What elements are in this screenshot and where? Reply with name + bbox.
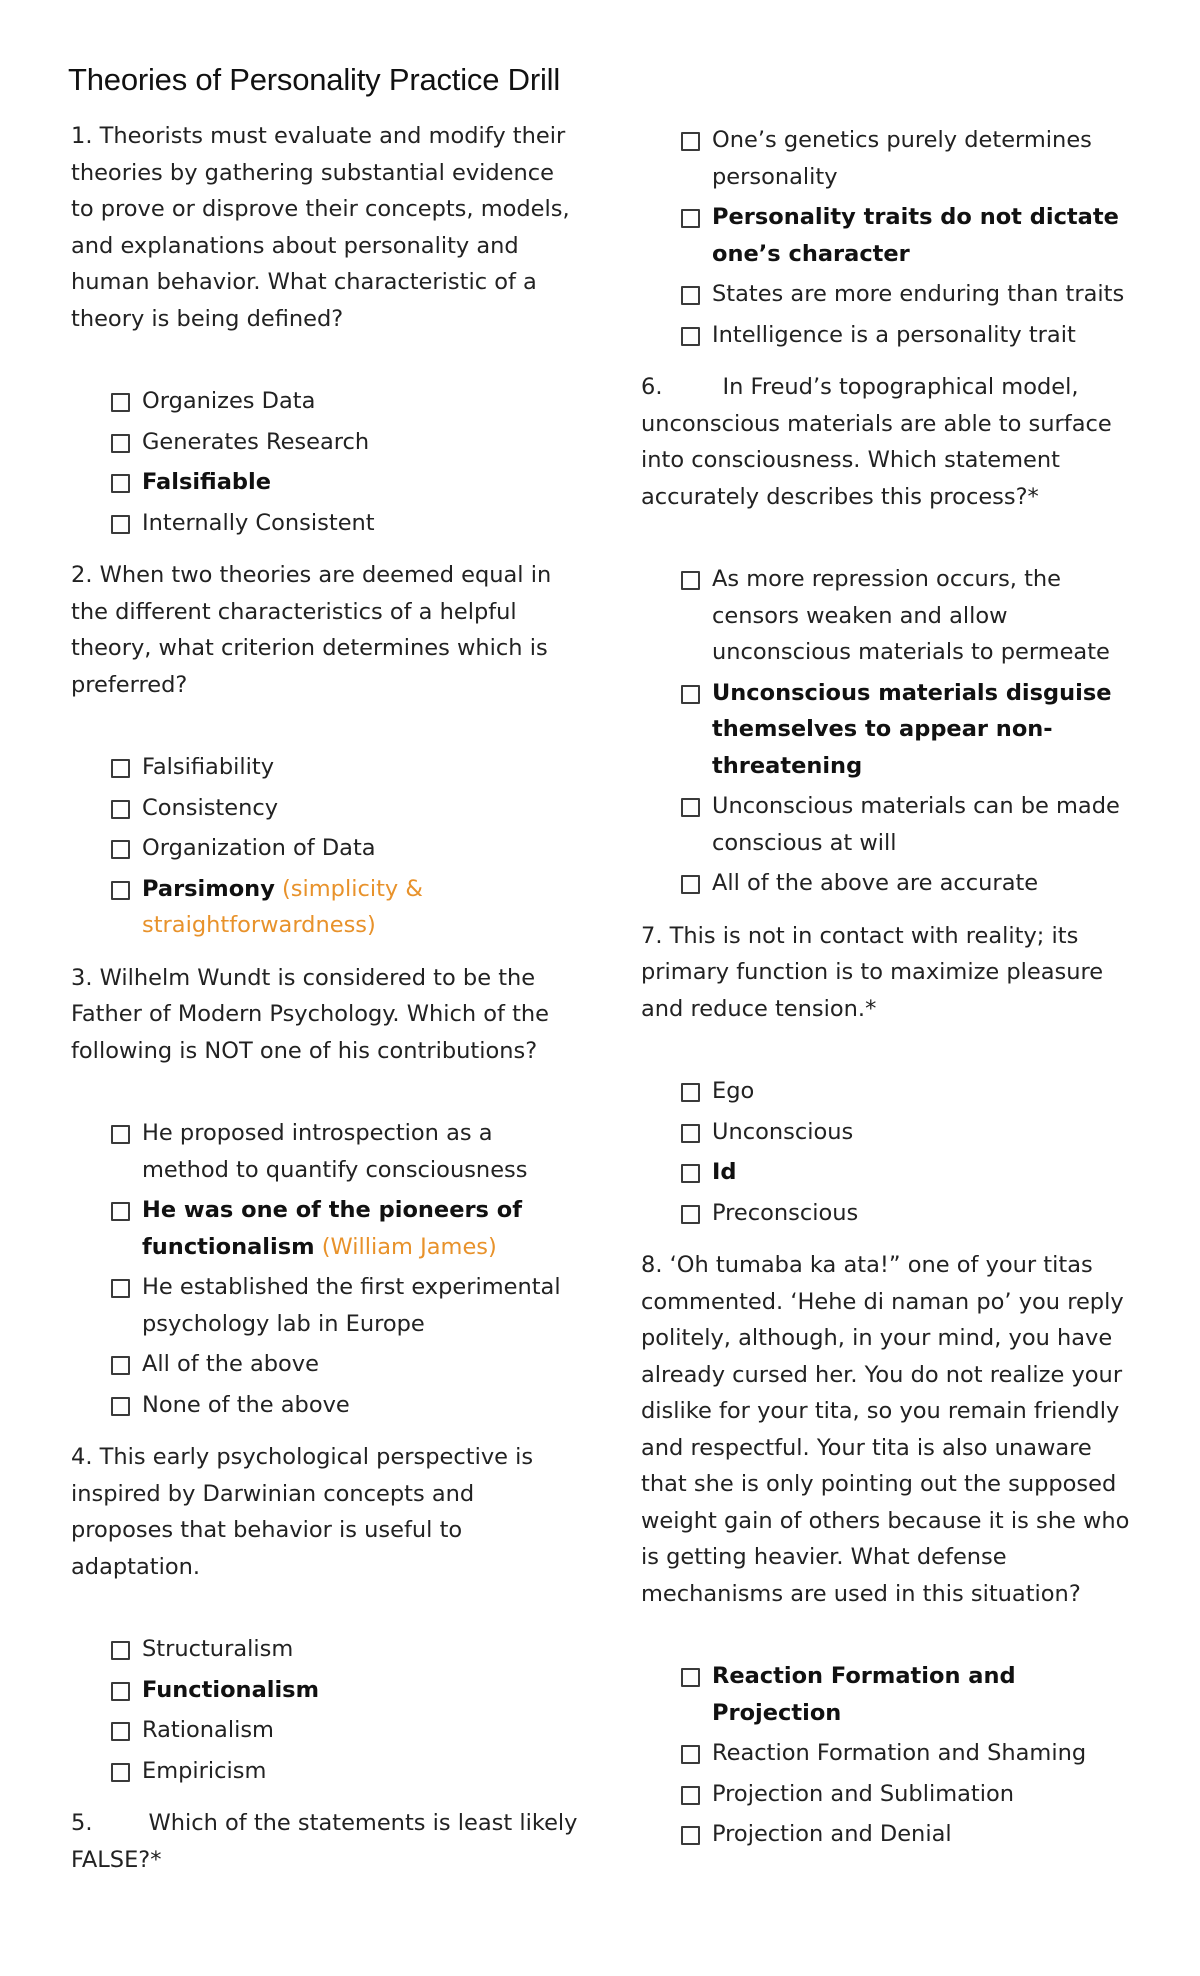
checkbox-icon[interactable] xyxy=(681,327,700,346)
question-text: In Freud’s topographical model, unconscious materials are able to surface into consciousness. Which statement accurately describes this process?* xyxy=(641,374,1112,510)
option[interactable]: Generates Research xyxy=(71,424,581,461)
checkbox-icon[interactable] xyxy=(681,798,700,817)
checkbox-icon[interactable] xyxy=(111,1641,130,1660)
page-title: Theories of Personality Practice Drill xyxy=(68,62,561,97)
option[interactable]: Ego xyxy=(641,1073,1141,1110)
question-3: 3. Wilhelm Wundt is considered to be the Father of Modern Psychology. Which of the following is NOT one of his contributions? xyxy=(71,964,550,1064)
question-2-options xyxy=(71,749,581,944)
option[interactable]: He established the first experimental psychology lab in Europe xyxy=(71,1269,581,1342)
checkbox-icon[interactable] xyxy=(111,1279,130,1298)
checkbox-icon[interactable] xyxy=(681,1745,700,1764)
checkbox-icon[interactable] xyxy=(681,875,700,894)
checkbox-icon[interactable] xyxy=(111,800,130,819)
question-8-options xyxy=(641,1658,1141,1853)
checkbox-icon[interactable] xyxy=(111,434,130,453)
option[interactable]: As more repression occurs, the censors weaken and allow unconscious materials to permeate xyxy=(641,561,1141,671)
option[interactable]: Internally Consistent xyxy=(71,505,581,542)
option-answer[interactable]: Functionalism xyxy=(71,1672,581,1709)
question-1-options xyxy=(71,383,581,541)
option[interactable]: Organizes Data xyxy=(71,383,581,420)
option[interactable]: Intelligence is a personality trait xyxy=(641,317,1141,354)
answer-note: (simplicity & straightforwardness) xyxy=(142,875,423,938)
question-7-options xyxy=(641,1073,1141,1231)
question-6 xyxy=(641,369,1141,515)
checkbox-icon[interactable] xyxy=(111,393,130,412)
question-number: 6. xyxy=(641,374,663,400)
checkbox-icon[interactable] xyxy=(111,515,130,534)
question-8: 8. ‘Oh tumaba ka ata!” one of your titas commented. ‘Hehe di naman po’ you reply politely, although, in your mind, you have already cursed her. You do not realize your dislike for your tita, so you remain friendly and respectful. Your tita is also unaware that she is only pointing out the supposed weight gain of others because it is she who is getting heavier. What defense mechanisms are used in this situation? xyxy=(641,1252,1130,1607)
option-answer[interactable]: Unconscious materials disguise themselves to appear non-threatening xyxy=(641,675,1141,785)
option[interactable]: All of the above xyxy=(71,1346,581,1383)
checkbox-icon[interactable] xyxy=(111,474,130,493)
option[interactable]: None of the above xyxy=(71,1387,581,1424)
option[interactable]: One’s genetics purely determines personality xyxy=(641,122,1141,195)
option[interactable]: Consistency xyxy=(71,790,581,827)
right-column xyxy=(641,122,1141,1857)
checkbox-icon[interactable] xyxy=(681,1668,700,1687)
question-6-options xyxy=(641,561,1141,902)
checkbox-icon[interactable] xyxy=(681,1164,700,1183)
option-answer[interactable]: He was one of the pioneers of functionalism (William James) xyxy=(71,1192,581,1265)
checkbox-icon[interactable] xyxy=(681,1083,700,1102)
checkbox-icon[interactable] xyxy=(681,1826,700,1845)
question-text: Which of the statements is least likely FALSE?* xyxy=(71,1810,578,1873)
option[interactable]: Organization of Data xyxy=(71,830,581,867)
question-3-options xyxy=(71,1115,581,1423)
checkbox-icon[interactable] xyxy=(111,1682,130,1701)
option[interactable]: Rationalism xyxy=(71,1712,581,1749)
checkbox-icon[interactable] xyxy=(111,1763,130,1782)
question-5 xyxy=(71,1805,581,1878)
question-4-options xyxy=(71,1631,581,1789)
checkbox-icon[interactable] xyxy=(681,1124,700,1143)
option-answer[interactable]: Personality traits do not dictate one’s character xyxy=(641,199,1141,272)
option[interactable]: Reaction Formation and Shaming xyxy=(641,1735,1141,1772)
checkbox-icon[interactable] xyxy=(111,1125,130,1144)
option[interactable]: Projection and Denial xyxy=(641,1816,1141,1853)
question-1: 1. Theorists must evaluate and modify their theories by gathering substantial evidence to prove or disprove their concepts, models, and explanations about personality and human behavior. What characteristic of a theory is being defined? xyxy=(71,123,570,332)
option[interactable]: States are more enduring than traits xyxy=(641,276,1141,313)
option[interactable]: He proposed introspection as a method to quantify consciousness xyxy=(71,1115,581,1188)
checkbox-icon[interactable] xyxy=(681,571,700,590)
option[interactable]: Unconscious xyxy=(641,1114,1141,1151)
question-2: 2. When two theories are deemed equal in the different characteristics of a helpful theory, what criterion determines which is preferred? xyxy=(71,562,552,698)
option[interactable]: Structuralism xyxy=(71,1631,581,1668)
option[interactable]: Empiricism xyxy=(71,1753,581,1790)
checkbox-icon[interactable] xyxy=(681,209,700,228)
option[interactable]: Preconscious xyxy=(641,1195,1141,1232)
question-7: 7. This is not in contact with reality; its primary function is to maximize pleasure and reduce tension.* xyxy=(641,922,1104,1022)
checkbox-icon[interactable] xyxy=(681,1205,700,1224)
checkbox-icon[interactable] xyxy=(681,685,700,704)
checkbox-icon[interactable] xyxy=(681,286,700,305)
checkbox-icon[interactable] xyxy=(681,132,700,151)
answer-note: (William James) xyxy=(321,1233,497,1260)
checkbox-icon[interactable] xyxy=(111,1722,130,1741)
option[interactable]: All of the above are accurate xyxy=(641,865,1141,902)
left-column xyxy=(71,118,581,1878)
checkbox-icon[interactable] xyxy=(111,1356,130,1375)
question-4: 4. This early psychological perspective is inspired by Darwinian concepts and proposes that behavior is useful to adaptation. xyxy=(71,1444,534,1580)
checkbox-icon[interactable] xyxy=(681,1786,700,1805)
option[interactable]: Projection and Sublimation xyxy=(641,1776,1141,1813)
checkbox-icon[interactable] xyxy=(111,1202,130,1221)
option-answer[interactable]: Reaction Formation and Projection xyxy=(641,1658,1141,1731)
checkbox-icon[interactable] xyxy=(111,1397,130,1416)
checkbox-icon[interactable] xyxy=(111,881,130,900)
option-answer[interactable]: Parsimony (simplicity & straightforwardness) xyxy=(71,871,581,944)
option-answer[interactable]: Falsifiable xyxy=(71,464,581,501)
question-number: 5. xyxy=(71,1810,93,1836)
checkbox-icon[interactable] xyxy=(111,840,130,859)
checkbox-icon[interactable] xyxy=(111,759,130,778)
option-answer[interactable]: Id xyxy=(641,1154,1141,1191)
question-5-options xyxy=(641,122,1141,353)
option[interactable]: Unconscious materials can be made conscious at will xyxy=(641,788,1141,861)
option[interactable]: Falsifiability xyxy=(71,749,581,786)
